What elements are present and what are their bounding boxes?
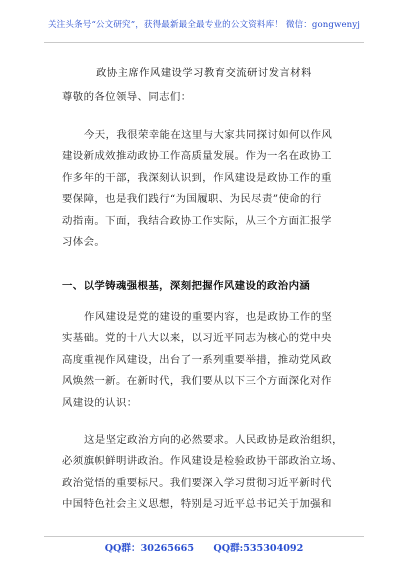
section-line: 风焕然一新。在新时代，我们要从以下三个方面深化对作	[62, 375, 332, 388]
intro-paragraph	[62, 125, 348, 253]
section-heading: 一、以学铸魂强根基，深刻把握作风建设的政治内涵	[62, 280, 311, 292]
footer-qq-group-2: QQ群:535304092	[213, 543, 304, 554]
header-divider	[44, 42, 364, 43]
document-title: 政协主席作风建设学习教育交流研讨发言材料	[96, 68, 312, 79]
section-paragraph	[62, 307, 348, 414]
intro-line: 今天，我很荣幸能在这里与大家共同探讨如何以作风	[84, 129, 333, 141]
point-paragraph	[62, 430, 348, 516]
section-line: 实基础。党的十八大以来，以习近平同志为核心的党中央	[62, 332, 332, 345]
header-banner: 关注头条号“公文研究”，获得最新最全最专业的公文资料库！ 微信：gongwenyj	[47, 20, 361, 30]
intro-line: 作多年的干部，我深刻认识到，作风建设是政协工作的重	[62, 171, 332, 184]
point-line: 必须旗帜鲜明讲政治。作风建设是检验政协干部政治立场、	[62, 455, 343, 468]
salutation-text: 尊敬的各位领导、同志们：	[62, 91, 192, 103]
intro-line: 动指南。下面，我结合政协工作实际，从三个方面汇报学	[62, 214, 332, 227]
footer-qq-group-1: QQ群：30265665	[104, 543, 195, 554]
intro-line: 习体会。	[62, 236, 106, 249]
point-line: 中国特色社会主义思想，特别是习近平总书记关于加强和	[62, 498, 332, 511]
intro-line: 要保障，也是我们践行“为国履职、为民尽责”使命的行	[62, 193, 322, 206]
section-line: 高度重视作风建设，出台了一系列重要举措，推动党风政	[62, 353, 332, 366]
footer-divider	[44, 536, 364, 537]
section-line: 风建设的认识：	[62, 396, 138, 409]
salutation	[62, 87, 348, 108]
footer	[0, 540, 408, 554]
intro-line: 建设新成效推动政协工作高质量发展。作为一名在政协工	[62, 150, 332, 163]
point-line: 这是坚定政治方向的必然要求。人民政协是政治组织，	[84, 434, 343, 446]
point-line: 政治觉悟的重要标尺。我们要深入学习贯彻习近平新时代	[62, 476, 332, 489]
section-line: 作风建设是党的建设的重要内容，也是政协工作的坚	[84, 311, 333, 323]
